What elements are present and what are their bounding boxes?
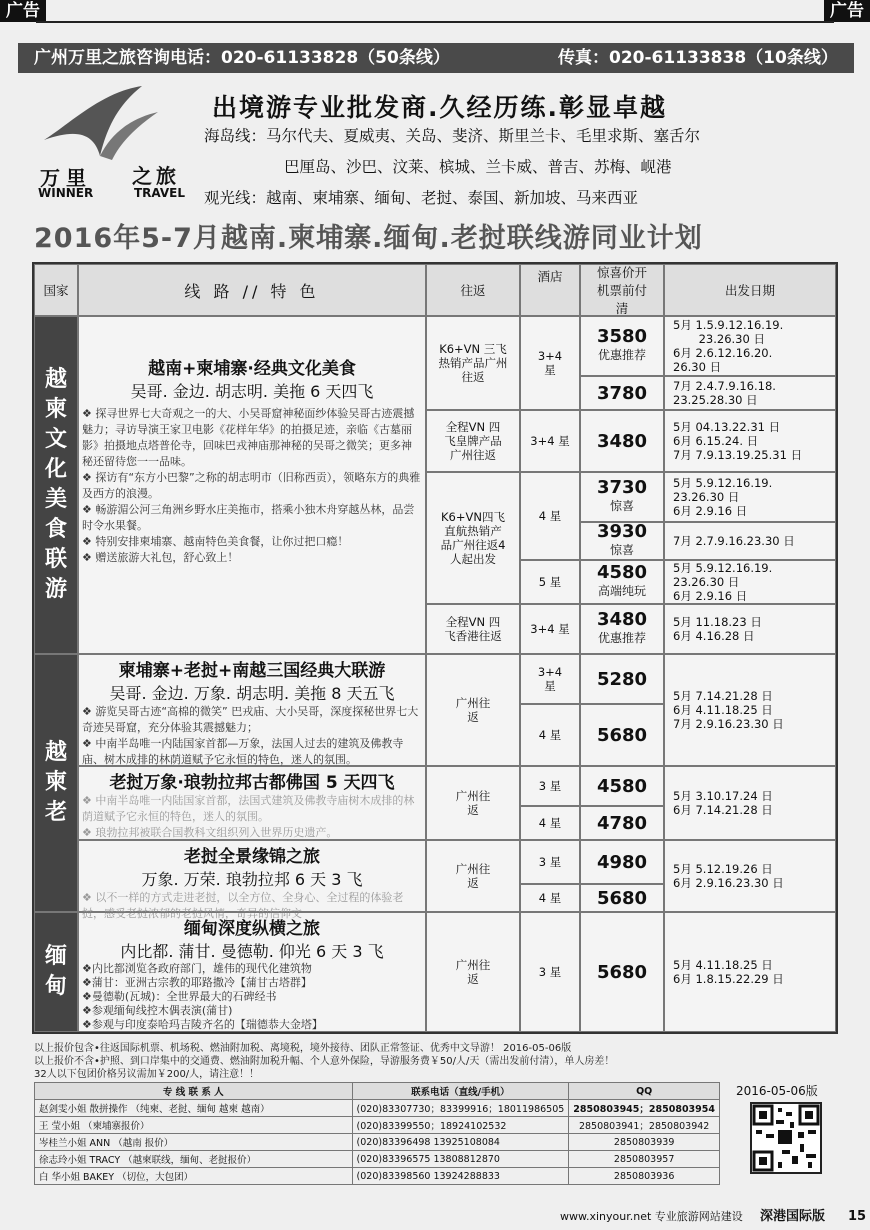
route-5-title: 缅甸深度纵横之旅 [184, 919, 320, 939]
footer-brand: 深港国际版 [760, 1209, 826, 1224]
price-11: 4780 [580, 806, 664, 840]
contact-phone: (020)83398560 13924288833 [352, 1168, 569, 1185]
contact-name: 白 华小姐 BAKEY （切位，大包团） [35, 1168, 353, 1185]
note-group: 32人以下包团价格另议需加￥200/人，请注意！！ [34, 1069, 260, 1080]
contact-name: 岑桂兰小姐 ANN （越南 报价） [35, 1134, 353, 1151]
region-vietnam-cambodia-laos: 越柬老 [34, 654, 78, 912]
dates-2: 7月 2.4.7.9.16.18. 23.25.28.30 日 [664, 376, 836, 410]
contact-phone: (020)83399550；18924102532 [352, 1117, 569, 1134]
price-6 [580, 560, 664, 604]
route-5-desc [82, 914, 422, 1032]
transport-7: 广州往返 [426, 840, 520, 912]
contact-header: QQ [569, 1083, 720, 1100]
hotline-phone: 广州万里之旅咨询电话：020-61133828（50条线） [34, 48, 450, 68]
region-myanmar: 缅甸 [34, 912, 78, 1032]
island-routes-2: 巴厘岛、沙巴、汶莱、槟城、兰卡威、普吉、苏梅、岘港 [284, 158, 672, 176]
price-7-value: 3480 [596, 609, 648, 630]
page-title: 2016年5-7月越南.柬埔寨.缅甸.老挝联线游同业计划 [34, 223, 703, 254]
contact-name: 徐志玲小姐 TRACY （越柬联线，缅甸、老挝报价） [35, 1151, 353, 1168]
price-4-value: 3730 [596, 477, 648, 498]
price-7-note: 优惠推荐 [597, 631, 646, 645]
route-3-desc [82, 768, 422, 841]
contact-phone: (020)83396498 13925108084 [352, 1134, 569, 1151]
logo-cn-1: 万里 [40, 166, 92, 190]
price-5-value: 3930 [596, 522, 648, 542]
tour-table [32, 262, 838, 1034]
transport-2: 全程VN 四飞皇牌产品广州往返 [426, 410, 520, 472]
route-4-title: 老挝全景缘锦之旅 [184, 847, 320, 867]
footer-site: www.xinyour.net 专业旅游网站建设 [560, 1210, 743, 1223]
route-1-bullet: ❖ 畅游湄公河三角洲乡野水庄美拖市，搭乘小独木舟穿越丛林，品尝时令水果餐。 [82, 503, 415, 532]
header-transport: 往返 [426, 264, 520, 316]
contact-row [35, 1151, 720, 1168]
dates-8: 5月 7.14.21.28 日 6月 4.11.18.25 日 7月 2.9.16.23.30 日 [664, 654, 836, 766]
price-5 [580, 522, 664, 560]
price-4 [580, 472, 664, 522]
contact-name: 赵剑雯小姐 散拼操作 （纯柬、老挝、缅甸 越柬 越南） [35, 1100, 353, 1117]
header-country: 国家 [34, 264, 78, 316]
transport-3: K6+VN四飞直航热销产品广州往返4人起出发 [426, 472, 520, 604]
contact-qq: 2850803939 [569, 1134, 720, 1151]
route-5-sub: 内比都. 蒲甘. 曼德勒. 仰光 6 天 3 飞 [120, 942, 384, 961]
hotel-7: 4 星 [520, 704, 580, 766]
price-13: 5680 [580, 884, 664, 912]
route-5-bullet: ❖曼德勒(瓦城)：全世界最大的石碑经书 [82, 990, 277, 1003]
hotel-9: 4 星 [520, 806, 580, 840]
ad-label-left: 广告 [0, 0, 46, 22]
contact-qq: 2850803957 [569, 1151, 720, 1168]
logo-en-2: TRAVEL [134, 186, 186, 200]
dates-3: 5月 04.13.22.31 日 6月 6.15.24. 日 7月 7.9.13.19.25.31 日 [664, 410, 836, 472]
route-1-bullet: ❖ 特别安排柬埔寨、越南特色美食餐，让你过把口瘾！ [82, 535, 349, 548]
region-vietnam-cambodia: 越柬文化美食联游 [34, 316, 78, 654]
contact-phone: (020)83396575 13808812870 [352, 1151, 569, 1168]
route-2-title: 柬埔寨+老挝+南越三国经典大联游 [118, 661, 386, 681]
price-6-value: 4580 [596, 562, 648, 583]
contact-header: 专 线 联 系 人 [35, 1083, 353, 1100]
route-1-bullet: ❖ 探寻世界七大奇观之一的大、小吴哥窟神秘面纱体验吴哥古迹震撼魅力；寻访导演王家卫电影《花样年华》的拍摄足迹，亲临《古墓丽影》拍摄地点塔普伦寺，回味巴戎神庙那神秘的吴哥之微笑；更多神秘还留待您一一品味。 [82, 407, 415, 468]
contact-qq: 2850803945；2850803954 [569, 1100, 720, 1117]
hotel-8: 3 星 [520, 766, 580, 806]
route-4-desc [82, 842, 422, 922]
route-1-sub: 吴哥. 金边. 胡志明. 美拖 6 天四飞 [130, 382, 374, 401]
contact-row [35, 1134, 720, 1151]
hotel-6: 3+4星 [520, 654, 580, 704]
dates-1: 5月 1.5.9.12.16.19. 23.26.30 日 6月 2.6.12.16.20. 26.30 日 [664, 316, 836, 376]
dates-4: 5月 5.9.12.16.19. 23.26.30 日 6月 2.9.16 日 [664, 472, 836, 522]
price-8: 5280 [580, 654, 664, 704]
dates-9: 5月 3.10.17.24 日 6月 7.14.21.28 日 [664, 766, 836, 840]
hotline-bar [18, 43, 854, 73]
footer [0, 1204, 870, 1230]
header-route: 线 路 // 特 色 [78, 264, 426, 316]
page-number: 15 [848, 1209, 867, 1224]
price-6-note: 高端纯玩 [597, 584, 646, 598]
island-routes-1: 海岛线：马尔代夫、夏威夷、关岛、斐济、斯里兰卡、毛里求斯、塞舌尔 [204, 127, 701, 145]
route-1-title: 越南+柬埔寨·经典文化美食 [148, 359, 356, 379]
route-4-sub: 万象. 万荣. 琅勃拉邦 6 天 3 飞 [141, 870, 363, 889]
route-1-bullet: ❖ 探访有“东方小巴黎”之称的胡志明市（旧称西贡），领略东方的典雅及西方的浪漫。 [82, 471, 421, 500]
route-2-bullet: ❖ 游览吴哥古迹“高棉的微笑” 巴戎庙、大小吴哥，深度探秘世界七大奇迹吴哥窟，充分体验其震撼魅力； [82, 705, 419, 734]
hotel-12: 3 星 [520, 912, 580, 1032]
route-5-bullet: ❖蒲甘：亚洲古宗教的耶路撒冷【蒲甘古塔群】 [82, 976, 312, 989]
price-10: 4580 [580, 766, 664, 806]
price-1-note: 优惠推荐 [597, 348, 646, 362]
transport-6: 广州往返 [426, 766, 520, 840]
dates-7: 5月 11.18.23 日 6月 4.16.28 日 [664, 604, 836, 654]
contact-qq: 2850803941；2850803942 [569, 1117, 720, 1134]
route-1-desc [82, 354, 422, 566]
header-price: 惊喜价开机票前付清 [580, 264, 664, 316]
hotel-10: 3 星 [520, 840, 580, 884]
header-hotel: 酒店 [520, 264, 580, 316]
route-1-bullet: ❖ 赠送旅游大礼包，舒心致上！ [82, 551, 239, 564]
top-rule [36, 21, 834, 23]
route-2-sub: 吴哥. 金边. 万象. 胡志明. 美拖 8 天五飞 [109, 684, 395, 703]
logo-en-1: WINNER [38, 186, 94, 200]
logo [34, 82, 190, 206]
note-included: 以上报价包含•往返国际机票、机场税、燃油附加税、离境税，境外接待、团队正常签证、优秀中文导游！ 2016-05-06版 [34, 1043, 572, 1054]
price-1 [580, 316, 664, 376]
transport-1: K6+VN 三飞热销产品广州往返 [426, 316, 520, 410]
transport-8: 广州往返 [426, 912, 520, 1032]
price-14: 5680 [580, 912, 664, 1032]
dates-10: 5月 5.12.19.26 日 6月 2.9.16.23.30 日 [664, 840, 836, 912]
price-4-note: 惊喜 [609, 499, 634, 513]
price-2: 3780 [580, 376, 664, 410]
hotel-4: 5 星 [520, 560, 580, 604]
contact-row [35, 1168, 720, 1185]
route-3-bullet: ❖ 中南半岛唯一内陆国家首都，法国式建筑及佛教寺庙树木成排的林荫道赋予它永恒的特色，迷人的氛围。 [82, 794, 415, 823]
price-9: 5680 [580, 704, 664, 766]
price-notes [34, 1042, 614, 1081]
hotel-11: 4 星 [520, 884, 580, 912]
sightseeing-routes: 观光线：越南、柬埔寨、缅甸、老挝、泰国、新加坡、马来西亚 [204, 189, 639, 207]
contact-name: 王 莹小姐 （柬埔寨报价） [35, 1117, 353, 1134]
route-2-bullet: ❖ 中南半岛唯一内陆国家首都—万象，法国人过去的建筑及佛教寺庙、树木成排的林荫道赋予它永恒的特色，迷人的氛围。 [82, 737, 404, 766]
contact-phone: (020)83307730；83399916；18011986505 [352, 1100, 569, 1117]
transport-5: 广州往返 [426, 654, 520, 766]
hotel-1: 3+4星 [520, 316, 580, 410]
contact-row [35, 1117, 720, 1134]
price-5-note: 惊喜 [609, 543, 634, 557]
dates-5: 7月 2.7.9.16.23.30 日 [664, 522, 836, 560]
route-4-bullet: ❖ 以不一样的方式走进老挝，以全方位、全身心、全过程的体验老挝，感受老挝浓郁的老挝风情，奇异的信仰文 [82, 891, 404, 920]
price-7 [580, 604, 664, 654]
price-12: 4980 [580, 840, 664, 884]
contact-row [35, 1100, 720, 1117]
logo-cn-2: 之旅 [132, 164, 180, 188]
route-2-desc [82, 656, 422, 768]
hotel-5: 3+4 星 [520, 604, 580, 654]
route-5-bullet: ❖参观缅甸线控木偶表演(蒲甘) [82, 1004, 233, 1017]
route-3-title: 老挝万象·琅勃拉邦古都佛国 5 天四飞 [109, 773, 395, 793]
hotel-2: 3+4 星 [520, 410, 580, 472]
contact-header: 联系电话（直线/手机） [352, 1083, 569, 1100]
dates-6: 5月 5.9.12.16.19. 23.26.30 日 6月 2.9.16 日 [664, 560, 836, 604]
hotel-3: 4 星 [520, 472, 580, 560]
route-3-bullet: ❖ 琅勃拉邦被联合国教科文组织列入世界历史遗产。 [82, 826, 338, 839]
contact-qq: 2850803936 [569, 1168, 720, 1185]
contact-table [34, 1082, 720, 1185]
header-dates: 出发日期 [664, 264, 836, 316]
price-3: 3480 [580, 410, 664, 472]
version-date: 2016-05-06版 [736, 1084, 818, 1098]
qr-code-icon [750, 1102, 822, 1174]
note-excluded: 以上报价不含•护照、到口岸集中的交通费、燃油附加税升幅、个人意外保险，导游服务费￥50/人/天（需出发前付清），单人房差！ [34, 1056, 615, 1067]
slogan: 出境游专业批发商.久经历练.彰显卓越 [212, 93, 667, 122]
route-5-bullet: ❖参观与印度泰哈玛吉陵齐名的【瑞德恭大金塔】 [82, 1018, 323, 1031]
route-5-bullet: ❖内比都浏览各政府部门，雄伟的现代化建筑物 [82, 962, 312, 975]
swallow-logo-icon [42, 82, 162, 162]
dates-11: 5月 4.11.18.25 日 6月 1.8.15.22.29 日 [664, 912, 836, 1032]
price-1-value: 3580 [596, 326, 648, 347]
hotline-fax: 传真：020-61133838（10条线） [558, 48, 838, 68]
contact-header-row [35, 1083, 720, 1100]
transport-4: 全程VN 四飞香港往返 [426, 604, 520, 654]
ad-label-right: 广告 [824, 0, 870, 22]
